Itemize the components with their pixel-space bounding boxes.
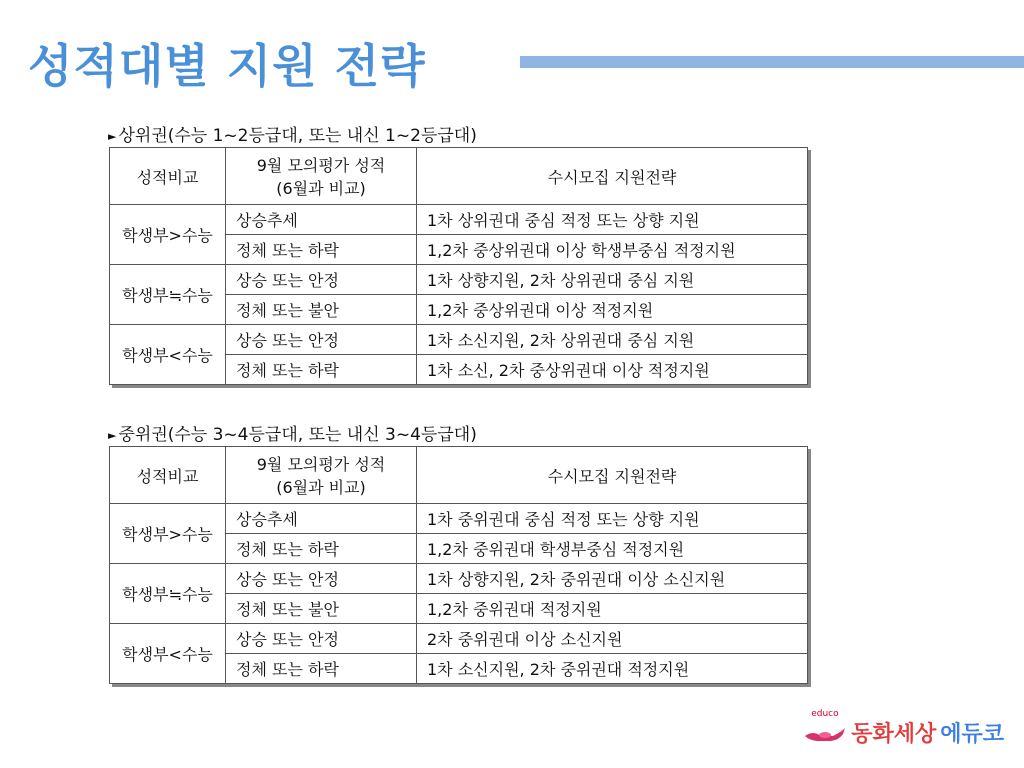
strategy-table-middle <box>109 446 808 684</box>
trend-cell: 정체 또는 하락 <box>226 654 417 684</box>
section-label-text: 중위권(수능 3~4등급대, 또는 내신 3~4등급대) <box>118 425 477 445</box>
strategy-cell: 1,2차 중상위권대 이상 적정지원 <box>417 295 808 325</box>
table-row <box>110 504 808 534</box>
header-mock-exam-line1: 9월 모의평가 성적 <box>256 455 386 474</box>
trend-cell: 상승 또는 안정 <box>226 265 417 295</box>
trend-cell: 상승추세 <box>226 504 417 534</box>
logo-text-b: 에듀코 <box>940 722 1004 747</box>
table-row <box>110 325 808 355</box>
group-label: 학생부≒수능 <box>110 564 226 624</box>
page-title: 성적대별 지원 전략 <box>28 39 426 93</box>
trend-cell: 상승추세 <box>226 205 417 235</box>
strategy-table-top <box>109 147 808 385</box>
bullet-arrow-icon: ► <box>108 428 117 442</box>
title-divider <box>520 56 1024 68</box>
group-label: 학생부≒수능 <box>110 265 226 325</box>
strategy-cell: 1차 소신지원, 2차 상위권대 중심 지원 <box>417 325 808 355</box>
trend-cell: 정체 또는 불안 <box>226 594 417 624</box>
table-row <box>110 265 808 295</box>
section-label-top <box>108 121 477 146</box>
section-label-text: 상위권(수능 1~2등급대, 또는 내신 1~2등급대) <box>118 126 477 146</box>
header-strategy: 수시모집 지원전략 <box>417 148 808 205</box>
strategy-cell: 1차 소신지원, 2차 중위권대 적정지원 <box>417 654 808 684</box>
strategy-cell: 1,2차 중위권대 적정지원 <box>417 594 808 624</box>
strategy-cell: 1,2차 중상위권대 이상 학생부중심 적정지원 <box>417 235 808 265</box>
bullet-arrow-icon: ► <box>108 129 117 143</box>
section-label-middle <box>108 420 477 445</box>
header-mock-exam <box>226 447 417 504</box>
header-strategy: 수시모집 지원전략 <box>417 447 808 504</box>
trend-cell: 정체 또는 하락 <box>226 534 417 564</box>
table-row <box>110 624 808 654</box>
table-row <box>110 205 808 235</box>
group-label: 학생부>수능 <box>110 205 226 265</box>
trend-cell: 상승 또는 안정 <box>226 564 417 594</box>
brand-logo <box>803 709 1004 748</box>
strategy-cell: 1차 소신, 2차 중상위권대 이상 적정지원 <box>417 355 808 385</box>
logo-text-a: 동화세상 <box>851 722 937 747</box>
table-row <box>110 564 808 594</box>
header-mock-exam <box>226 148 417 205</box>
header-mock-exam-line2: (6월과 비교) <box>276 478 366 497</box>
trend-cell: 상승 또는 안정 <box>226 325 417 355</box>
trend-cell: 정체 또는 하락 <box>226 355 417 385</box>
header-comparison: 성적비교 <box>110 447 226 504</box>
strategy-cell: 2차 중위권대 이상 소신지원 <box>417 624 808 654</box>
trend-cell: 상승 또는 안정 <box>226 624 417 654</box>
magic-lamp-icon <box>803 722 847 744</box>
trend-cell: 정체 또는 하락 <box>226 235 417 265</box>
strategy-cell: 1차 상위권대 중심 적정 또는 상향 지원 <box>417 205 808 235</box>
strategy-cell: 1차 상향지원, 2차 상위권대 중심 지원 <box>417 265 808 295</box>
strategy-cell: 1,2차 중위권대 학생부중심 적정지원 <box>417 534 808 564</box>
group-label: 학생부>수능 <box>110 504 226 564</box>
strategy-cell: 1차 중위권대 중심 적정 또는 상향 지원 <box>417 504 808 534</box>
header-mock-exam-line2: (6월과 비교) <box>276 179 366 198</box>
header-comparison: 성적비교 <box>110 148 226 205</box>
group-label: 학생부<수능 <box>110 624 226 684</box>
strategy-cell: 1차 상향지원, 2차 중위권대 이상 소신지원 <box>417 564 808 594</box>
group-label: 학생부<수능 <box>110 325 226 385</box>
logo-small-text: educo <box>811 709 839 719</box>
header-mock-exam-line1: 9월 모의평가 성적 <box>256 156 386 175</box>
trend-cell: 정체 또는 불안 <box>226 295 417 325</box>
